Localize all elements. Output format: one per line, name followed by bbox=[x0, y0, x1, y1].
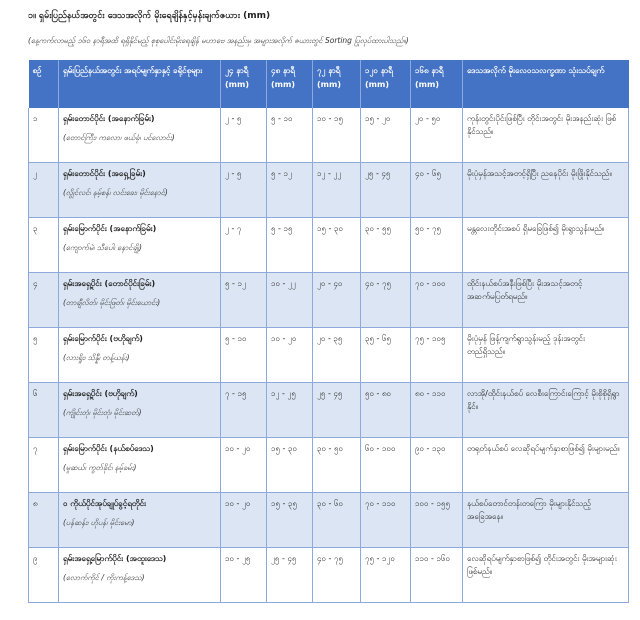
cell-region bbox=[59, 163, 221, 218]
header-24h bbox=[221, 60, 267, 108]
table-row bbox=[29, 163, 629, 218]
table-body bbox=[29, 108, 629, 603]
cell-72h: ၂၀ - ၃၅ bbox=[313, 328, 361, 383]
cell-120h: ၁၅ - ၂၀ bbox=[361, 108, 411, 163]
region-name: ရှမ်းအရှေ့မြောက်ပိုင်း (အထူးဒေသ) bbox=[63, 554, 167, 563]
region-name: ရှမ်းမြောက်ပိုင်း (နယ်စပ်ဒေသ) bbox=[63, 444, 154, 453]
cell-note: ကုန်းတွင်းပိုင်းဖြစ်ပြီး တိုင်းအတွင်း မိုးအနည်းဆုံး ဖြစ်နိုင်သည်။ bbox=[463, 108, 629, 163]
region-name: ရှမ်းမြောက်ပိုင်း (ဗဟိုချက်) bbox=[63, 334, 143, 343]
cell-region bbox=[59, 438, 221, 493]
page-subtitle: (နေ့ကက်လာမည့် ၁၆ဝ နာရီအထိ ရရှိနိုင်မည့် စုစုပေါင်းမိုးရေချိန် မဟာဗေ အနည်းမှ အများအလိုက် ဇယားတွင် Sorting ပြုလုပ်ထားပါသည်။) bbox=[28, 36, 409, 45]
table-row bbox=[29, 383, 629, 438]
cell-24h: ၂ - ၅ bbox=[221, 108, 267, 163]
cell-no: ၂ bbox=[29, 163, 59, 218]
region-districts: (လွိုင်လင်၊ နမ့်စန်၊ လင်းခေး၊ မိုင်းနောင်) bbox=[63, 188, 168, 197]
cell-24h: ၂ - ၇ bbox=[221, 218, 267, 273]
cell-region bbox=[59, 273, 221, 328]
cell-72h: ၁၅ - ၃၀ bbox=[313, 218, 361, 273]
cell-72h: ၃၀ - ၆၀ bbox=[313, 493, 361, 548]
cell-note: လာအို/ထိုင်းနယ်စပ် လေစီးကြောင်းကြောင့် မိုးစိုစိုရှိရွာနိုင်။ bbox=[463, 383, 629, 438]
table-row bbox=[29, 218, 629, 273]
cell-24h: ၁၀ - ၂၀ bbox=[221, 493, 267, 548]
region-name: ရှမ်းတောင်ပိုင်း (အနောက်ခြမ်း) bbox=[63, 114, 155, 123]
cell-region bbox=[59, 548, 221, 603]
header-72h-label: ၇၂ နာရီ bbox=[317, 66, 341, 75]
cell-120h: ၇၅ - ၁၂၀ bbox=[361, 548, 411, 603]
cell-region bbox=[59, 493, 221, 548]
cell-168h: ၉၀ - ၁၃၀ bbox=[411, 438, 463, 493]
cell-48h: ၅ - ၁၀ bbox=[267, 108, 313, 163]
cell-region bbox=[59, 108, 221, 163]
table-header-row bbox=[29, 60, 629, 108]
cell-168h: ၇၀ - ၁၀၀ bbox=[411, 273, 463, 328]
cell-168h: ၁၁၀ - ၁၆၀ bbox=[411, 548, 463, 603]
cell-48h: ၁၀ - ၂၂ bbox=[267, 273, 313, 328]
cell-note: ထိုင်းနယ်စပ်အနီးဖြစ်ပြီး မိုးအသင့်အတင့် အဆက်မပြတ်ရမည်။ bbox=[463, 273, 629, 328]
cell-no: ၄ bbox=[29, 273, 59, 328]
region-districts: (မူဆယ်၊ ကွတ်ခိုင်၊ နမ့်ခမ်း) bbox=[63, 463, 137, 472]
cell-48h: ၁၅ - ၃၅ bbox=[267, 493, 313, 548]
cell-120h: ၄၀ - ၇၅ bbox=[361, 273, 411, 328]
cell-24h: ၅ - ၁၂ bbox=[221, 273, 267, 328]
cell-region bbox=[59, 383, 221, 438]
cell-no: ၅ bbox=[29, 328, 59, 383]
cell-120h: ၂၅ - ၄၅ bbox=[361, 163, 411, 218]
cell-168h: ၅၀ - ၇၅ bbox=[411, 218, 463, 273]
region-districts: (တောင်ကြီး၊ ကလော၊ ဖယ်ခုံ၊ ပင်လောင်း) bbox=[63, 133, 175, 142]
region-districts: (လောက်ကိုင် / ကိုးကန့်ဒေသ) bbox=[63, 573, 145, 582]
cell-no: ၈ bbox=[29, 493, 59, 548]
cell-region bbox=[59, 328, 221, 383]
cell-24h: ၂ - ၅ bbox=[221, 163, 267, 218]
header-168h-unit: (mm) bbox=[415, 80, 439, 89]
cell-120h: ၅၀ - ၈၀ bbox=[361, 383, 411, 438]
cell-168h: ၂၀ - ၅၀ bbox=[411, 108, 463, 163]
cell-region bbox=[59, 218, 221, 273]
region-districts: (လားရှိုး၊ သိန္နီ၊ တန့်ယန်း) bbox=[63, 353, 130, 362]
region-districts: (တာချီလိတ်၊ မိုင်းဖြတ်၊ မိုင်းယောင်း) bbox=[63, 298, 161, 307]
table-row bbox=[29, 438, 629, 493]
header-72h-unit: (mm) bbox=[317, 80, 341, 89]
region-districts: (ကျိုင်းတုံ၊ မိုင်းတုံ၊ မိုင်းဆတ်) bbox=[63, 408, 142, 417]
header-24h-label: ၂၄ နာရီ bbox=[225, 66, 249, 75]
region-name: ရှမ်းမြောက်ပိုင်း (အနောက်ခြမ်း) bbox=[63, 224, 157, 233]
header-48h bbox=[267, 60, 313, 108]
cell-168h: ၇၅ - ၁၀၅ bbox=[411, 328, 463, 383]
region-name: ရှမ်းတောင်ပိုင်း (အရှေ့ခြမ်း) bbox=[63, 169, 146, 178]
table-row bbox=[29, 493, 629, 548]
table-row bbox=[29, 273, 629, 328]
header-120h bbox=[361, 60, 411, 108]
cell-24h: ၁၀ - ၂၀ bbox=[221, 438, 267, 493]
header-region: ရှမ်းပြည်နယ်အတွင်း အရပ်မျက်နှာနှင့် ခရိုင်စုများ bbox=[59, 60, 221, 108]
cell-no: ၉ bbox=[29, 548, 59, 603]
cell-24h: ၇ - ၁၅ bbox=[221, 383, 267, 438]
cell-120h: ၃၅ - ၆၅ bbox=[361, 328, 411, 383]
cell-note: မိုးပုံမှန်အသင့်အတင့်ရှိပြီး ညနေပိုင်း မိုးဖြိုးနိုင်သည်။ bbox=[463, 163, 629, 218]
header-note: ဒေသအလိုက် မိုးလေဝသလက္ခဏာ သုံးသပ်ချက် bbox=[463, 60, 629, 108]
region-name: ဝ ကိုယ်ပိုင်အုပ်ချုပ်ခွင့်ရတိုင်း bbox=[63, 499, 147, 508]
header-24h-unit: (mm) bbox=[225, 80, 249, 89]
cell-note: နယ်စပ်တောင်တန်းတကြော မိုးများနိုင်သည့် အခြေအနေ။ bbox=[463, 493, 629, 548]
cell-72h: ၃၀ - ၅၀ bbox=[313, 438, 361, 493]
region-districts: (ပန်ဆန်း၊ ဟိုပန်၊ မိုင်းမော) bbox=[63, 518, 135, 527]
cell-120h: ၆၀ - ၁၀၀ bbox=[361, 438, 411, 493]
cell-168h: ၈၀ - ၁၁၀ bbox=[411, 383, 463, 438]
region-districts: (ကျောက်မဲ၊ သီပေါ၊ နောင်ချို) bbox=[63, 243, 142, 252]
cell-no: ၆ bbox=[29, 383, 59, 438]
cell-note: တရုတ်နယ်စပ် လေဆိုရပ်မျက်နှာစာဖြစ်၍ မိုးများမည်။ bbox=[463, 438, 629, 493]
cell-72h: ၂၀ - ၄၀ bbox=[313, 273, 361, 328]
cell-48h: ၁၀ - ၂၀ bbox=[267, 328, 313, 383]
cell-48h: ၁၂ - ၂၅ bbox=[267, 383, 313, 438]
cell-168h: ၄၀ - ၆၅ bbox=[411, 163, 463, 218]
cell-note: မန္တလေးတိုင်းအစပ် ရှိမခြေဖြစ်၍ မိုးရွာသွန်းမည်။ bbox=[463, 218, 629, 273]
header-no: စဉ် bbox=[29, 60, 59, 108]
cell-no: ၇ bbox=[29, 438, 59, 493]
table-row bbox=[29, 328, 629, 383]
header-168h-label: ၁၆၈ နာရီ bbox=[415, 66, 444, 75]
table-row bbox=[29, 108, 629, 163]
cell-48h: ၅ - ၁၂ bbox=[267, 163, 313, 218]
cell-no: ၃ bbox=[29, 218, 59, 273]
table-row bbox=[29, 548, 629, 603]
header-120h-label: ၁၂၀ နာရီ bbox=[365, 66, 393, 75]
region-name: ရှမ်းအရှေ့ပိုင်း (ဗဟိုချက်) bbox=[63, 389, 138, 398]
header-48h-label: ၄၈ နာရီ bbox=[271, 66, 295, 75]
region-name: ရှမ်းအရှေ့ပိုင်း (တောင်ပိုင်းခြမ်း) bbox=[63, 279, 156, 288]
page-title: ၁။ ရှမ်းပြည်နယ်အတွင်း ဒေသအလိုက် မိုးရေချိန်နှင့်မှန်းချက်ဇယား (mm) bbox=[28, 11, 271, 21]
cell-48h: ၅ - ၁၅ bbox=[267, 218, 313, 273]
cell-48h: ၁၅ - ၃၀ bbox=[267, 438, 313, 493]
cell-72h: ၂၅ - ၄၅ bbox=[313, 383, 361, 438]
cell-24h: ၁၀ - ၂၅ bbox=[221, 548, 267, 603]
cell-72h: ၁၂ - ၂၂ bbox=[313, 163, 361, 218]
cell-note: မိုးပုံမှန် ဖြန့်ကျက်ရွာသွန်းမည့် ဒုန်းအတွင်း တည်ရှိသည်။ bbox=[463, 328, 629, 383]
cell-no: ၁ bbox=[29, 108, 59, 163]
rainfall-table bbox=[28, 60, 629, 603]
cell-24h: ၅ - ၁၀ bbox=[221, 328, 267, 383]
cell-48h: ၂၅ - ၄၅ bbox=[267, 548, 313, 603]
cell-72h: ၁၀ - ၁၅ bbox=[313, 108, 361, 163]
header-168h bbox=[411, 60, 463, 108]
cell-72h: ၄၀ - ၇၅ bbox=[313, 548, 361, 603]
cell-120h: ၇၀ - ၁၁၀ bbox=[361, 493, 411, 548]
header-72h bbox=[313, 60, 361, 108]
cell-168h: ၁၀၀ - ၁၅၅ bbox=[411, 493, 463, 548]
header-120h-unit: (mm) bbox=[365, 80, 389, 89]
cell-note: လေဆိုရပ်မျက်နှာစာဖြစ်၍ တိုင်းအတွင်း မိုးအများဆုံး ဖြစ်မည်။ bbox=[463, 548, 629, 603]
cell-120h: ၃၀ - ၅၅ bbox=[361, 218, 411, 273]
header-48h-unit: (mm) bbox=[271, 80, 295, 89]
